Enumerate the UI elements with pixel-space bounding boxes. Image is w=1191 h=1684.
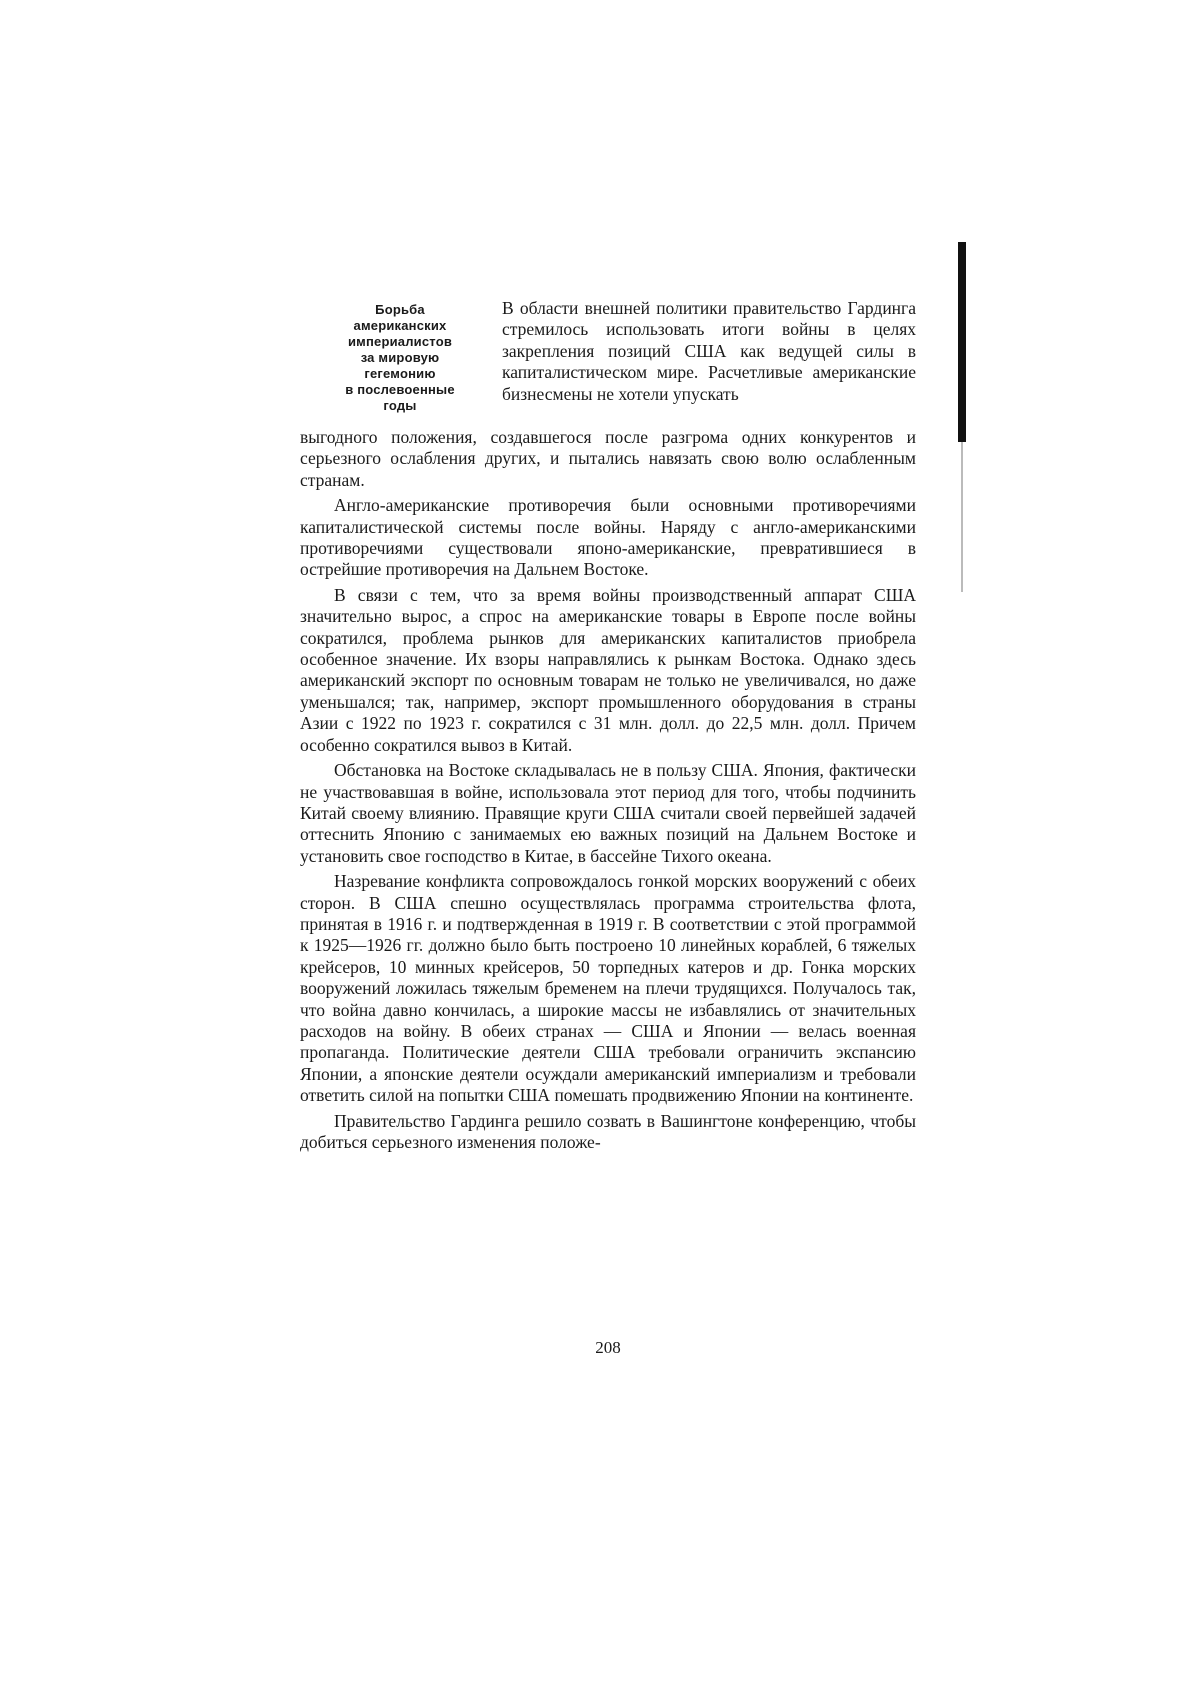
- paragraph: Англо-американские противоречия были основными противоречиями капиталистической системы после войны. Наряду с англо-американскими противоречиями существовали японо-американские, превратившиеся в острейшие противоречия на Дальнем Востоке.: [300, 495, 916, 580]
- margin-heading-line: в послевоенные: [345, 382, 455, 397]
- paragraph: Правительство Гардинга решило созвать в Вашингтоне конференцию, чтобы добиться серьезного изменения положе-: [300, 1110, 916, 1152]
- margin-heading-line: империалистов: [347, 334, 453, 349]
- paragraph: Обстановка на Востоке складывалась не в пользу США. Япония, фактически не участвовавшая в войне, использовала этот период для того, чтобы подчинить Китай своему влиянию. Правящие круги США считали своей первейшей задачей оттеснить Японию с занимаемых ею важных позиций на Дальнем Востоке и установить свое господство в Китае, в бассейне Тихого океана.: [300, 760, 916, 866]
- margin-heading-line: американских: [353, 318, 447, 333]
- margin-heading: [320, 302, 480, 414]
- margin-heading-line: гегемонию: [364, 366, 436, 381]
- scan-edge-bar: [958, 242, 966, 442]
- page-number: 208: [595, 1338, 621, 1357]
- paragraph: Назревание конфликта сопровождалось гонкой морских вооружений с обеих сторон. В США спешно осуществлялась программа строительства флота, принятая в 1916 г. и подтвержденная в 1919 г. В соответствии с этой программой к 1925—1926 гг. должно было быть построено 10 линейных кораблей, 6 тяжелых крейсеров, 10 минных крейсеров, 50 торпедных катеров и др. Гонка морских вооружений ложилась тяжелым бременем на плечи трудящихся. Получалось так, что война давно кончилась, а широкие массы не избавлялись от значительных расходов на войну. В обеих странах — США и Японии — велась военная пропаганда. Политические деятели США требовали ограничить экспансию Японии, а японские деятели осуждали американский империализм и требовали ответить силой на попытки США помешать продвижению Японии на континенте.: [300, 871, 916, 1106]
- margin-heading-line: годы: [383, 398, 417, 413]
- margin-heading-line: Борьба: [375, 302, 425, 317]
- margin-heading-line: за мировую: [360, 350, 440, 365]
- intro-paragraph: В области внешней политики правительство Гардинга стремилось использовать итоги войны в целях закрепления позиций США как ведущей силы в капиталистическом мире. Расчетливые американские бизнесмены не хотели упускать: [502, 298, 916, 404]
- scan-edge-line: [961, 442, 963, 592]
- body-text: [300, 427, 916, 1157]
- paragraph-continuation: выгодного положения, создавшегося после разгрома одних конкурентов и серьезного ослабления других, и пытались навязать свою волю ослабленным странам.: [300, 427, 916, 490]
- paragraph: В связи с тем, что за время войны производственный аппарат США значительно вырос, а спрос на американские товары в Европе после войны сократился, проблема рынков для американских капиталистов приобрела особенное значение. Их взоры направлялись к рынкам Востока. Однако здесь американский экспорт по основным товарам не только не увеличивался, но даже уменьшался; так, например, экспорт промышленного оборудования в страны Азии с 1922 по 1923 г. сократился с 31 млн. долл. до 22,5 млн. долл. Причем особенно сократился вывоз в Китай.: [300, 584, 916, 755]
